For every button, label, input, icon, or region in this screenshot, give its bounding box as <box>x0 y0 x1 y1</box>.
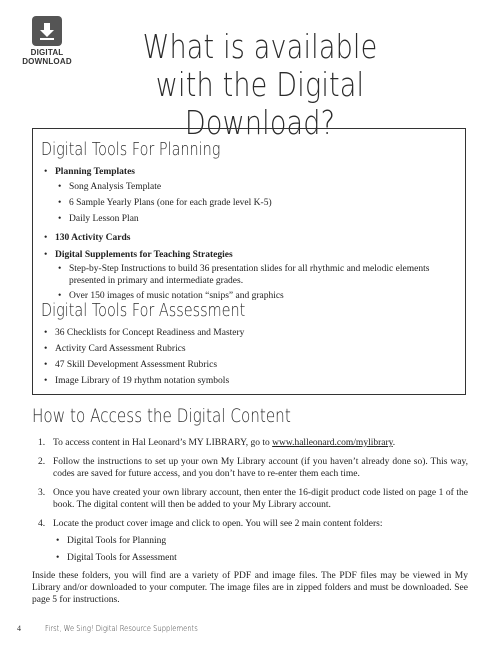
badge-label-line2: DOWNLOAD <box>22 57 72 66</box>
step-text: Once you have created your own library account, then enter the 16-digit product code listed on page 1 of the book. The digital content will then be added to your My Library account. <box>53 488 468 510</box>
list-item <box>41 232 451 244</box>
list-item: • 36 Checklists for Concept Readiness and Mastery <box>41 327 451 339</box>
list-item <box>32 518 468 564</box>
access-steps <box>32 437 468 564</box>
list-item: • Digital Tools for Planning <box>53 535 468 547</box>
list-item: • Activity Card Assessment Rubrics <box>41 343 451 355</box>
planning-item-label: 130 Activity Cards <box>55 233 131 243</box>
step-text-end: . <box>392 438 396 448</box>
closing-paragraph: Inside these folders, you will find are a variety of PDF and image files. The PDF files may be viewed in My Library and/or downloaded to your computer. The image files are in zipped folders and must be downloaded. See page 5 for instructions. <box>32 571 468 605</box>
planning-list <box>41 166 451 302</box>
list-item <box>32 437 468 449</box>
list-item: • Step-by-Step Instructions to build 36 presentation slides for all rhythmic and melodic elements presented in primary and intermediate grades. <box>55 263 451 287</box>
list-item <box>41 249 451 302</box>
step-number: 3. <box>38 488 46 498</box>
page-footer <box>17 624 225 633</box>
page-title-line1: What is available <box>142 27 378 66</box>
badge-label-line1: DIGITAL <box>30 48 64 57</box>
assessment-list <box>41 327 451 387</box>
planning-sublist <box>55 263 451 302</box>
step-text: To access content in Hal Leonard’s MY LIBRARY, go to <box>53 438 273 448</box>
step-text: Follow the instructions to set up your own My Library account (if you haven’t already done so). This way, codes are saved for future access, and you don’t have to re-enter them each time. <box>53 457 468 479</box>
download-arrow-icon <box>32 16 62 46</box>
step-number: 1. <box>38 438 46 448</box>
list-item: • 6 Sample Yearly Plans (one for each grade level K-5) <box>55 197 451 209</box>
list-item <box>32 487 468 511</box>
planning-heading: Digital Tools For Planning <box>41 139 221 160</box>
page-number: 4 <box>17 624 21 633</box>
list-item: • Daily Lesson Plan <box>55 213 451 225</box>
planning-item-label: Digital Supplements for Teaching Strategies <box>55 250 233 260</box>
list-item <box>32 456 468 480</box>
step-number: 4. <box>38 519 46 529</box>
page-title-line2: with the Digital Download? <box>155 65 365 142</box>
library-link[interactable]: www.halleonard.com/mylibrary <box>272 438 393 448</box>
tools-box <box>32 128 466 395</box>
list-item: • Digital Tools for Assessment <box>53 552 468 564</box>
step-text: Locate the product cover image and click to open. You will see 2 main content folders: <box>53 519 383 529</box>
badge-label <box>18 48 76 66</box>
list-item <box>41 166 451 225</box>
step-number: 2. <box>38 457 46 467</box>
planning-item-label: Planning Templates <box>55 167 135 177</box>
assessment-heading: Digital Tools For Assessment <box>41 300 246 321</box>
planning-sublist <box>55 181 451 225</box>
page-title <box>121 28 400 142</box>
access-heading: How to Access the Digital Content <box>32 405 291 427</box>
footer-title: First, We Sing! Digital Resource Supplements <box>45 624 198 633</box>
folder-list <box>53 535 468 564</box>
list-item: • Over 150 images of music notation “snips” and graphics <box>55 290 451 302</box>
digital-download-badge <box>18 16 76 66</box>
list-item: • Song Analysis Template <box>55 181 451 193</box>
list-item: • 47 Skill Development Assessment Rubrics <box>41 359 451 371</box>
list-item: • Image Library of 19 rhythm notation symbols <box>41 375 451 387</box>
